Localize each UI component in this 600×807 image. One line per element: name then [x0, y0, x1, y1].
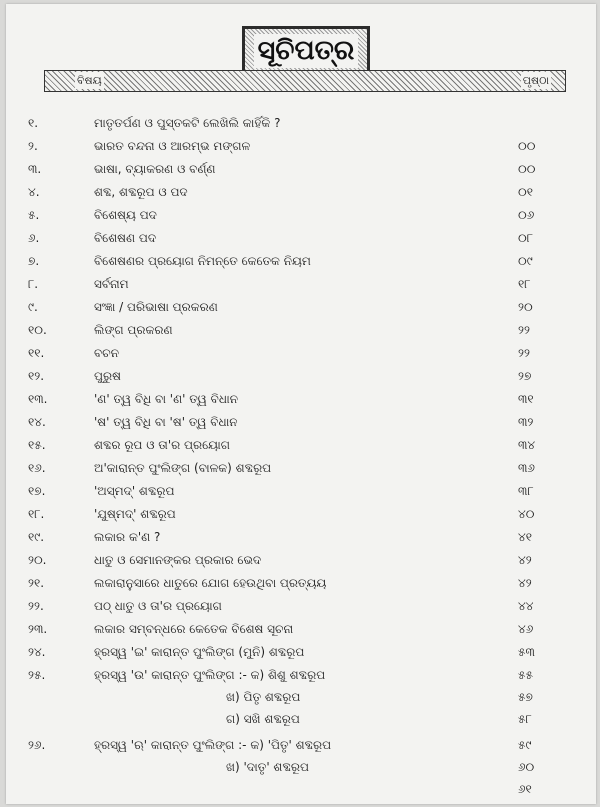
- entry-title: ପଠ୍ ଧାତୁ ଓ ତା'ର ପ୍ରୟୋଗ: [94, 599, 222, 613]
- entry-number: ୧୦.: [28, 323, 47, 337]
- entry-title: ଲିଙ୍ଗ ପ୍ରକରଣ: [94, 323, 173, 337]
- entry-page: ୨୨: [518, 323, 530, 337]
- sub-entry-title: ଖ) 'ଦାତୃ' ଶବ୍ଦରୂପ: [226, 760, 309, 774]
- toc-entry: [6, 664, 596, 686]
- entry-title: ମାତୃତର୍ପଣ ଓ ପୁସ୍ତକଟି ଲେଖିଲି କାହିଁକି ?: [94, 116, 281, 130]
- entry-number: ୨୦.: [28, 553, 47, 567]
- toc-entry: [6, 549, 596, 571]
- entry-page: ୫୩: [518, 645, 535, 659]
- entry-number: ୨୩.: [28, 622, 48, 636]
- toc-sub-entry: [6, 708, 596, 730]
- toc-entry: [6, 388, 596, 410]
- entry-title: ଲକାର ସମ୍ବନ୍ଧରେ କେତେକ ବିଶେଷ ସୂଚନା: [94, 622, 294, 636]
- entry-page: ୫୮: [518, 712, 532, 726]
- entry-page: ୩୬: [518, 461, 535, 475]
- entry-title: ହ୍ରସ୍ୱ 'ଋ' କାରାନ୍ତ ପୁଂଲିଙ୍ଗ :- କ) 'ପିତୃ' ଶବ୍ଦରୂପ: [94, 738, 332, 752]
- entry-title: ଶବ୍ଦ, ଶବ୍ଦରୂପ ଓ ପଦ: [94, 185, 188, 199]
- toc-entry: [6, 342, 596, 364]
- toc-entry: [6, 618, 596, 640]
- entry-title: ଶବ୍ଦର ରୂପ ଓ ତା'ର ପ୍ରୟୋଗ: [94, 438, 230, 452]
- entry-title: ଭାରତ ବନ୍ଦନା ଓ ଆରମ୍ଭ ମଙ୍ଗଳ: [94, 139, 251, 153]
- entry-number: ୮.: [28, 277, 39, 291]
- toc-entry: [6, 734, 596, 756]
- entry-page: ୦୬: [518, 208, 535, 222]
- entry-page: ୪୧: [518, 530, 532, 544]
- entry-number: ୫.: [28, 208, 40, 222]
- toc-entry: [6, 204, 596, 226]
- toc-entry: [6, 480, 596, 502]
- entry-page: ୦୦: [518, 139, 536, 153]
- entry-page: ୩୪: [518, 438, 536, 452]
- entry-number: ୧.: [28, 116, 39, 130]
- entry-number: ୭.: [28, 254, 40, 268]
- entry-title: 'ଅସ୍ମଦ୍' ଶବ୍ଦରୂପ: [94, 484, 175, 498]
- toc-entry: [6, 273, 596, 295]
- entry-number: ୨୪.: [28, 645, 46, 659]
- entry-number: ୨.: [28, 139, 38, 153]
- entry-page: ୦୧: [518, 185, 533, 199]
- entry-title: ଭାଷା, ବ୍ୟାକରଣ ଓ ବର୍ଣ୍ଣ: [94, 162, 216, 176]
- toc-trailing: [6, 778, 596, 800]
- entry-number: ୧୮.: [28, 507, 45, 521]
- entry-page: ୫୯: [518, 738, 532, 752]
- toc-entry: [6, 250, 596, 272]
- toc-entry: [6, 595, 596, 617]
- page-heading: ସୂଚିପତ୍ର: [254, 34, 359, 68]
- entry-number: ୬.: [28, 231, 40, 245]
- document-page: [6, 4, 596, 804]
- sub-entry-title: ଖ) ପିତୃ ଶବ୍ଦରୂପ: [226, 690, 301, 704]
- toc-entry: [6, 158, 596, 180]
- entry-page: ୩୨: [518, 415, 534, 429]
- entry-page: ୨୭: [518, 369, 532, 383]
- entry-page: ୬୦: [518, 760, 535, 774]
- entry-number: ୨୨.: [28, 599, 44, 613]
- entry-number: ୪.: [28, 185, 40, 199]
- toc-entry: [6, 457, 596, 479]
- heading-box: [242, 26, 370, 76]
- entry-title: ଧାତୁ ଓ ସେମାନଙ୍କର ପ୍ରକାର ଭେଦ: [94, 553, 262, 567]
- entry-page: ୪୨: [518, 553, 532, 567]
- toc-entry: [6, 365, 596, 387]
- entry-title: ବଚନ: [94, 346, 119, 360]
- toc-entry: [6, 112, 596, 134]
- toc-sub-entry: [6, 756, 596, 778]
- entry-number: ୩.: [28, 162, 42, 176]
- entry-page: ୪୪: [518, 599, 534, 613]
- entry-page: ୦୦: [518, 162, 536, 176]
- entry-title: 'ଷ' ତ୍ୱ ବିଧି ବା 'ଷ' ତ୍ୱ ବିଧାନ: [94, 415, 238, 429]
- entry-page: ୫୭: [518, 690, 533, 704]
- entry-title: 'ଯୁଷ୍ମଦ୍' ଶବ୍ଦରୂପ: [94, 507, 176, 521]
- column-header-bar: [44, 70, 566, 92]
- toc-entry: [6, 296, 596, 318]
- entry-number: ୧୨.: [28, 369, 45, 383]
- entry-number: ୧୫.: [28, 438, 46, 452]
- entry-page: ୪୬: [518, 622, 534, 636]
- toc-entry: [6, 181, 596, 203]
- toc-sub-entry: [6, 686, 596, 708]
- entry-page: ୧୮: [518, 277, 531, 291]
- toc-entry: [6, 572, 596, 594]
- entry-page: ୦୮: [518, 231, 533, 245]
- entry-number: ୧୪.: [28, 415, 46, 429]
- entry-title: ହ୍ରସ୍ୱ 'ଇ' କାରାନ୍ତ ପୁଂଲିଙ୍ଗ (ମୁନି) ଶବ୍ଦରୂପ: [94, 645, 305, 659]
- toc-entry: [6, 641, 596, 663]
- entry-page: ୩୮: [518, 484, 534, 498]
- entry-page: ୨୨: [518, 346, 530, 360]
- entry-page: ୫୫: [518, 668, 533, 682]
- entry-page: ୪୨: [518, 576, 532, 590]
- entry-page: ୪୦: [518, 507, 535, 521]
- entry-title: ବିଶେଷ୍ୟ ପଦ: [94, 208, 157, 222]
- toc-entry: [6, 526, 596, 548]
- entry-page: ୨୦: [518, 300, 533, 314]
- entry-title: ହ୍ରସ୍ୱ 'ଉ' କାରାନ୍ତ ପୁଂଲିଙ୍ଗ :- କ) ଶିଶୁ ଶବ୍ଦରୂପ: [94, 668, 326, 682]
- entry-title: ଲକାରାନୁସାରେ ଧାତୁରେ ଯୋଗ ହେଉଥିବା ପ୍ରତ୍ୟୟ: [94, 576, 327, 590]
- entry-title: ବିଶେଷଣର ପ୍ରୟୋଗ ନିମନ୍ତେ କେତେକ ନିୟମ: [94, 254, 311, 268]
- entry-page: ୦୯: [518, 254, 533, 268]
- entry-title: ଲକାର କ'ଣ ?: [94, 530, 161, 544]
- toc-entry: [6, 411, 596, 433]
- entry-number: ୧୩.: [28, 392, 48, 406]
- toc-entry: [6, 135, 596, 157]
- entry-number: ୨୬.: [28, 738, 46, 752]
- toc-entry: [6, 503, 596, 525]
- page-column-label: ପୃଷ୍ଠା: [522, 74, 549, 87]
- entry-number: ୧୧.: [28, 346, 45, 360]
- entry-title: ପୁରୁଷ: [94, 369, 121, 383]
- entry-page: ୬୧: [518, 782, 532, 796]
- entry-title: 'ଣ' ତ୍ୱ ବିଧି ବା 'ଣ' ତ୍ୱ ବିଧାନ: [94, 392, 238, 406]
- entry-number: ୯.: [28, 300, 38, 314]
- toc-entry: [6, 319, 596, 341]
- sub-entry-title: ଗ) ସଖି ଶବ୍ଦରୂପ: [226, 712, 300, 726]
- entry-title: ବିଶେଷଣ ପଦ: [94, 231, 157, 245]
- entry-title: ସଂଜ୍ଞା / ପରିଭାଷା ପ୍ରକରଣ: [94, 300, 218, 314]
- entry-number: ୧୭.: [28, 484, 46, 498]
- entry-page: ୩୧: [518, 392, 534, 406]
- entry-number: ୨୫.: [28, 668, 46, 682]
- entry-number: ୨୧.: [28, 576, 45, 590]
- toc-entry: [6, 434, 596, 456]
- entry-title: ଅ'କାରାନ୍ତ ପୁଂଲିଙ୍ଗ (ବାଳକ) ଶବ୍ଦରୂପ: [94, 461, 272, 475]
- toc-entry: [6, 227, 596, 249]
- subject-column-label: ବିଷୟ: [77, 74, 102, 87]
- entry-title: ସର୍ବନାମ: [94, 277, 129, 291]
- entry-number: ୧୯.: [28, 530, 45, 544]
- entry-number: ୧୬.: [28, 461, 46, 475]
